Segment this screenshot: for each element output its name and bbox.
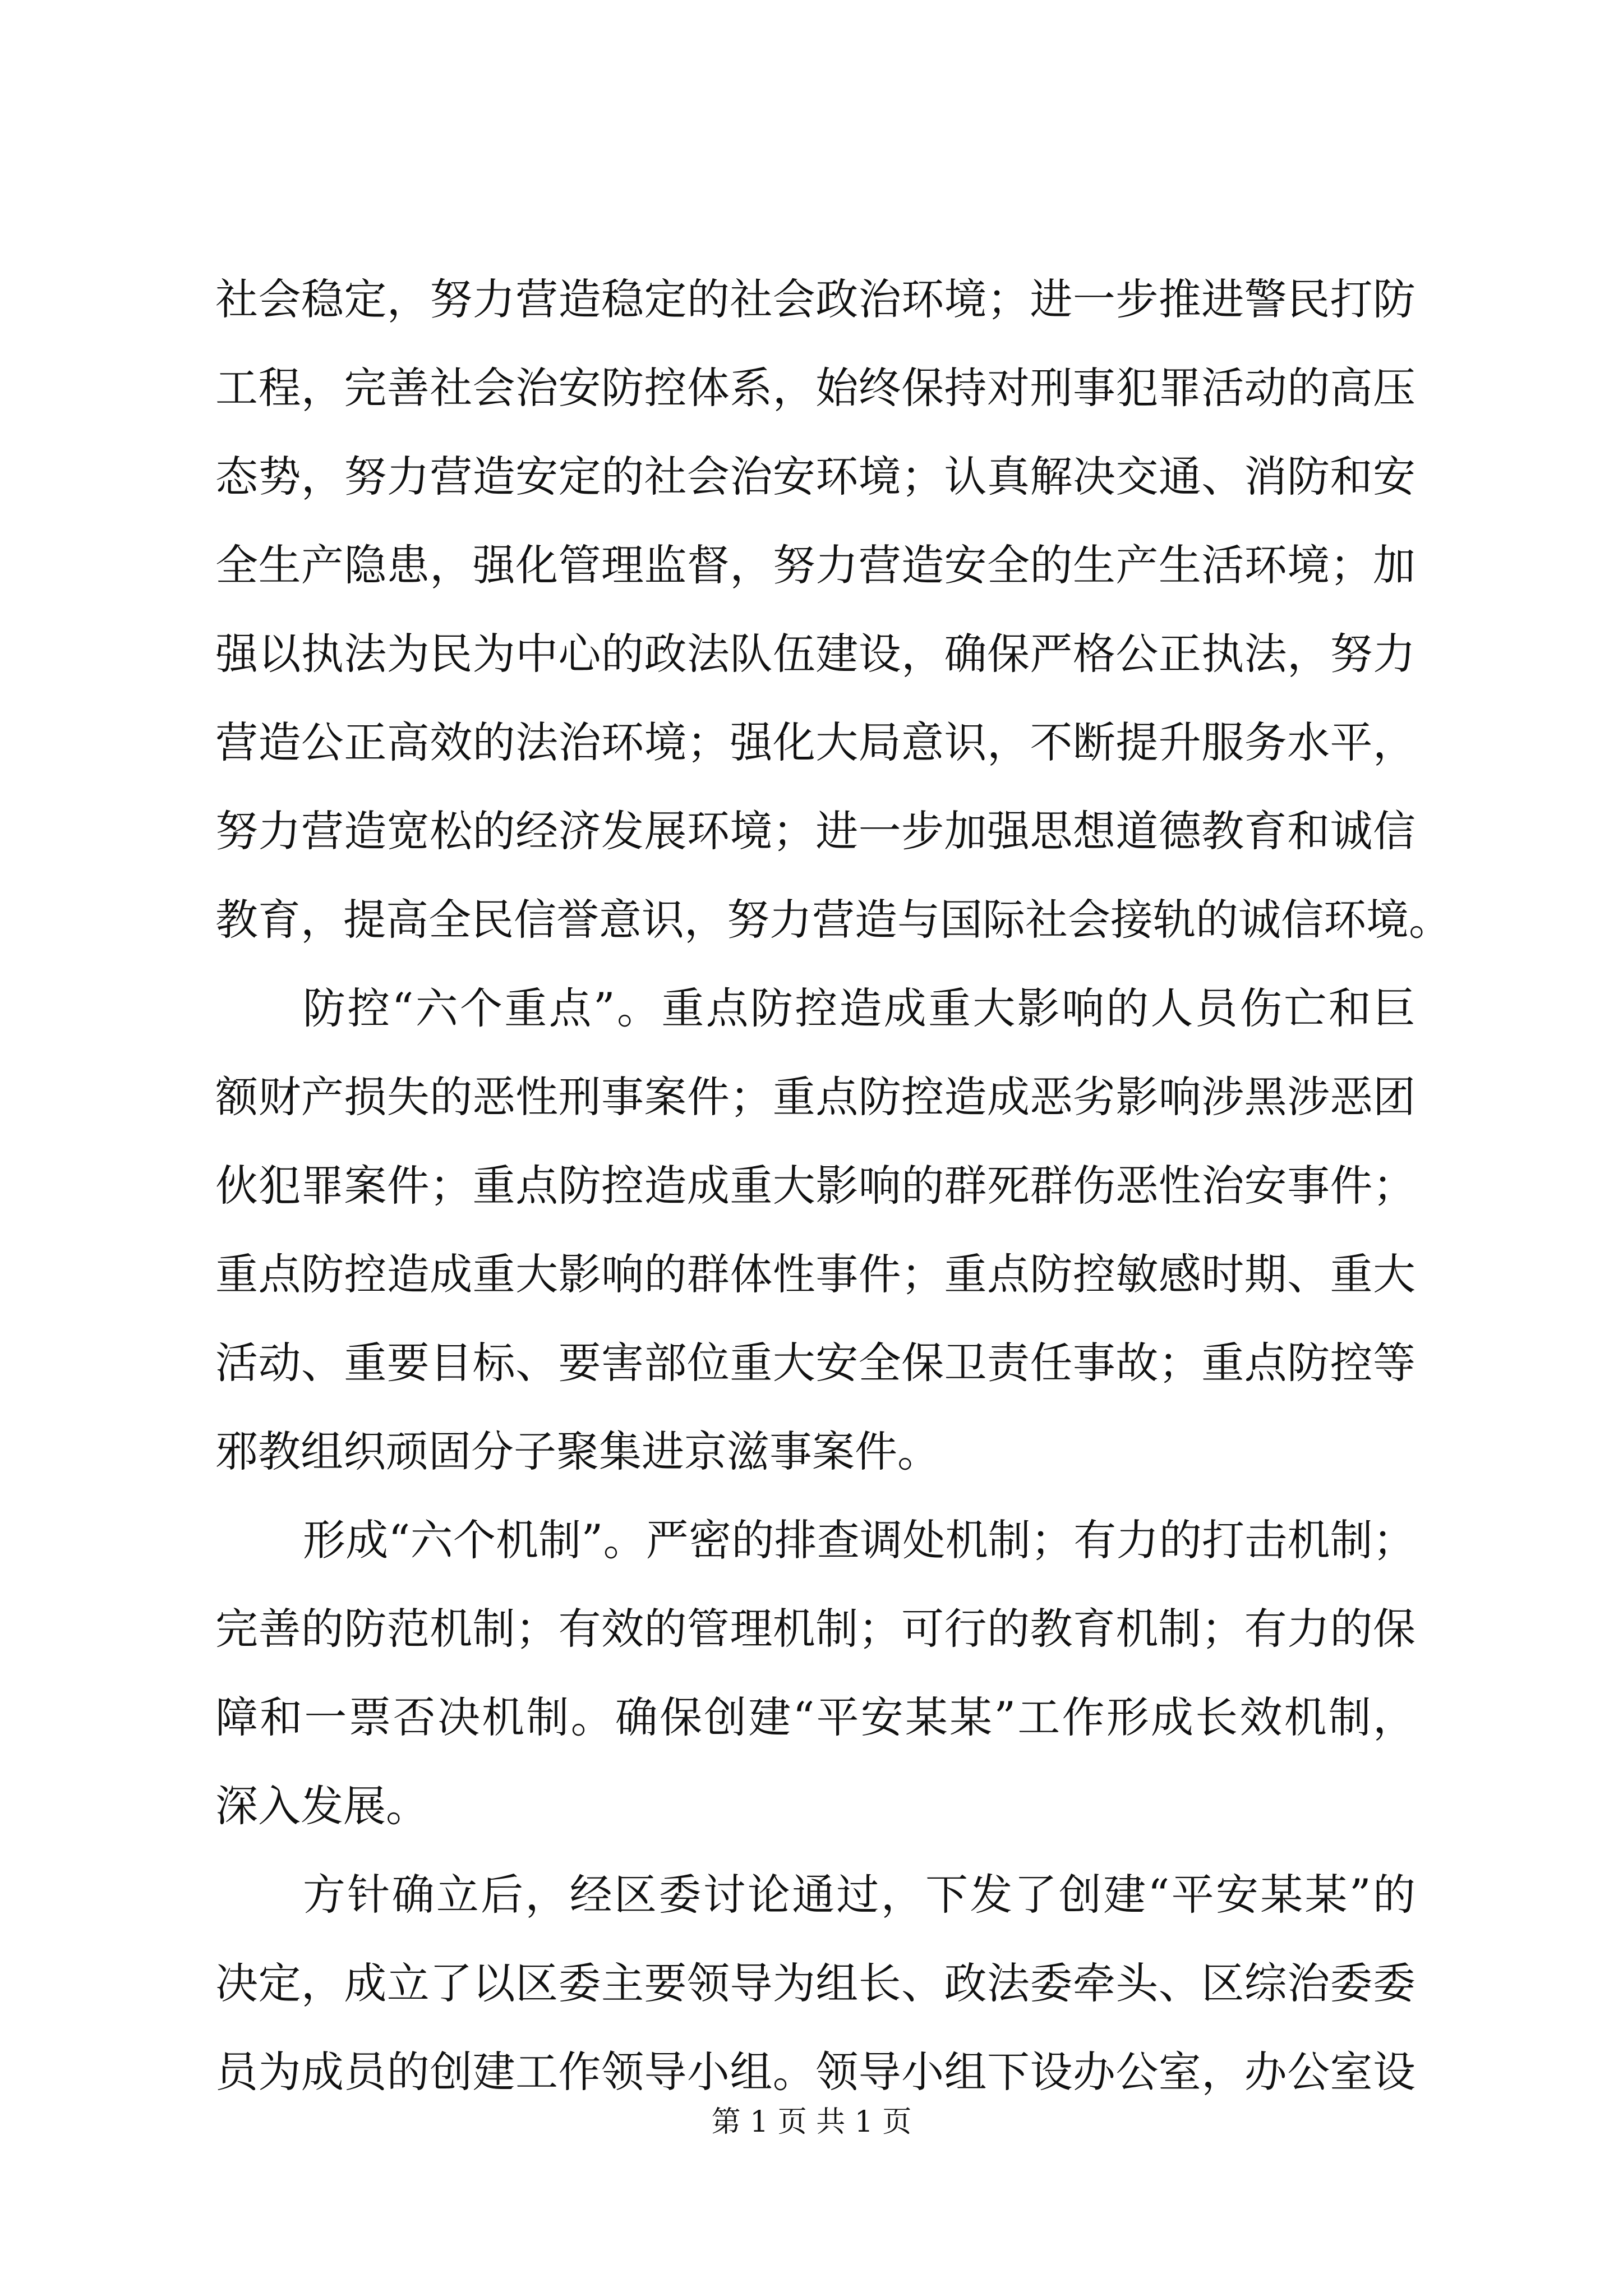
text-line: 完善的防范机制；有效的管理机制；可行的教育机制；有力的保 [215,1604,1415,1654]
page-footer: 第 1 页 共 1 页 [711,2105,912,2139]
text-line: 活动、重要目标、要害部位重大安全保卫责任事故；重点防控等 [215,1338,1415,1388]
text-line: 工程，完善社会治安防控体系，始终保持对刑事犯罪活动的高压 [215,363,1415,413]
text-line: 方针确立后，经区委讨论通过，下发了创建“平安某某”的 [303,1870,1415,1920]
text-line: 邪教组织顽固分子聚集进京滋事案件。 [215,1427,940,1476]
text-line: 深入发展。 [215,1781,428,1831]
text-line: 努力营造宽松的经济发展环境；进一步加强思想道德教育和诚信 [215,806,1415,856]
text-line: 伙犯罪案件；重点防控造成重大影响的群死群伤恶性治安事件； [215,1161,1415,1211]
text-line: 社会稳定，努力营造稳定的社会政治环境；进一步推进警民打防 [215,274,1415,324]
text-line: 态势，努力营造安定的社会治安环境；认真解决交通、消防和安 [215,452,1415,501]
text-line: 全生产隐患，强化管理监督，努力营造安全的生产生活环境；加 [215,540,1415,590]
text-line: 障和一票否决机制。确保创建“平安某某”工作形成长效机制， [215,1692,1415,1742]
text-line: 防控“六个重点”。重点防控造成重大影响的人员伤亡和巨 [303,983,1415,1033]
text-line: 形成“六个机制”。严密的排查调处机制；有力的打击机制； [303,1515,1415,1565]
text-line: 营造公正高效的法治环境；强化大局意识，不断提升服务水平， [215,717,1415,767]
text-line: 额财产损失的恶性刑事案件；重点防控造成恶劣影响涉黑涉恶团 [215,1072,1415,1122]
text-line: 重点防控造成重大影响的群体性事件；重点防控敏感时期、重大 [215,1249,1415,1299]
text-line: 员为成员的创建工作领导小组。领导小组下设办公室，办公室设 [215,2047,1415,2097]
text-line: 决定，成立了以区委主要领导为组长、政法委牵头、区综治委委 [215,1958,1415,2008]
text-line: 强以执法为民为中心的政法队伍建设，确保严格公正执法，努力 [215,629,1415,679]
text-line: 教育，提高全民信誉意识，努力营造与国际社会接轨的诚信环境。 [215,895,1451,945]
body-text [215,255,1451,2116]
